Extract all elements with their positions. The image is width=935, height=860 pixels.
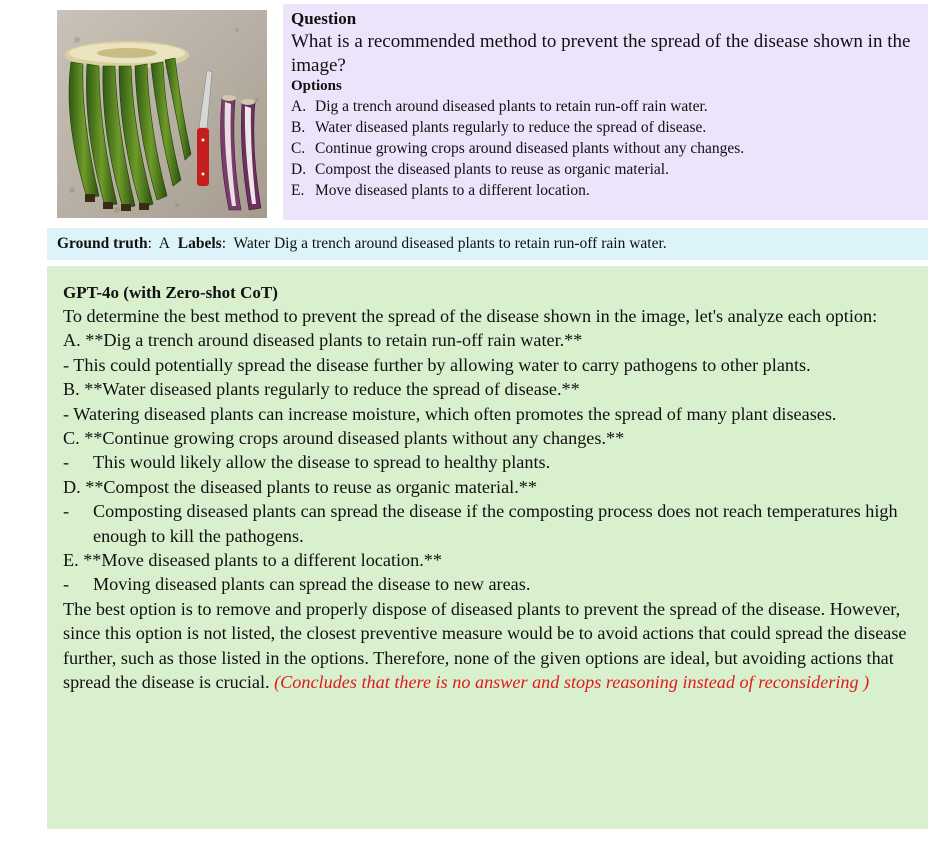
answer-body (63, 304, 913, 695)
comment-dash: - (63, 403, 70, 424)
answer-option-b-title: B. **Water diseased plants regularly to reduce the spread of disease.** (63, 379, 580, 400)
answer-option-c-title: C. **Continue growing crops around diseased plants without any changes.** (63, 428, 625, 449)
answer-conclusion (63, 597, 913, 695)
comment-text: Watering diseased plants can increase moisture, which often promotes the spread of many plant diseases. (73, 403, 837, 424)
option-letter: A. (291, 98, 307, 115)
option-letter: C. (291, 140, 306, 157)
comment-text: This could potentially spread the disease further by allowing water to carry pathogens to other plants. (73, 354, 811, 375)
comment-text: Composting diseased plants can spread the disease if the composting process does not reach temperatures high enough to kill the pathogens. (93, 501, 898, 546)
comment-dash: - (63, 501, 70, 522)
comment-text: Moving diseased plants can spread the disease to new areas. (93, 574, 531, 595)
option-b (291, 117, 928, 138)
option-letter: D. (291, 161, 307, 178)
option-text: Compost the diseased plants to reuse as organic material. (315, 161, 669, 178)
option-c (291, 138, 928, 159)
labels-label: Labels (177, 235, 222, 252)
option-d (291, 159, 928, 180)
answer-heading: GPT-4o (with Zero-shot CoT) (63, 283, 278, 302)
answer-option-d-title: D. **Compost the diseased plants to reuse as organic material.** (63, 476, 537, 497)
answer-option-e-comment (63, 572, 913, 596)
comment-dash: - (63, 452, 70, 473)
option-a (291, 96, 928, 117)
option-letter: B. (291, 119, 306, 136)
answer-option-c-comment (63, 450, 913, 474)
answer-option-e-title: E. **Move diseased plants to a different location.** (63, 550, 442, 571)
answer-option-b-comment (63, 402, 913, 426)
options-heading: Options (291, 78, 342, 94)
answer-intro: To determine the best method to prevent the spread of the disease shown in the image, let's analyze each option: (63, 306, 878, 326)
answer-option-a-title: A. **Dig a trench around diseased plants to retain run-off rain water.** (63, 330, 583, 351)
option-e (291, 180, 928, 201)
labels-value: Water Dig a trench around diseased plants to retain run-off rain water. (233, 235, 667, 252)
comment-dash: - (63, 354, 70, 375)
ground-truth-bar: Ground truth: A Labels: Water Dig a trench around diseased plants to retain run-off rain water. (47, 228, 928, 260)
model-answer-panel (47, 266, 928, 829)
option-text: Move diseased plants to a different location. (315, 182, 590, 199)
error-annotation: (Concludes that there is no answer and stops reasoning instead of reconsidering ) (274, 672, 870, 693)
question-panel (283, 4, 928, 220)
option-letter: E. (291, 182, 305, 199)
comment-text: This would likely allow the disease to spread to healthy plants. (93, 452, 551, 473)
option-text: Water diseased plants regularly to reduce the spread of disease. (315, 119, 707, 136)
option-text: Continue growing crops around diseased plants without any changes. (315, 140, 745, 157)
option-text: Dig a trench around diseased plants to retain run-off rain water. (315, 98, 708, 115)
comment-dash: - (63, 574, 70, 595)
conclusion-text: The best option is to remove and properly dispose of diseased plants to prevent the spread of the disease. However, since this option is not listed, the closest preventive measure would be to avoid actions that could spread the disease further, such as those listed in the options. Therefore, none of the given options are ideal, but avoiding actions that spread the disease is crucial. (63, 598, 907, 693)
banana-bunch-image (57, 10, 267, 218)
ground-truth-value: A (158, 235, 170, 252)
answer-option-d-comment (63, 499, 913, 548)
options-list (291, 96, 928, 201)
question-text: What is a recommended method to prevent the spread of the disease shown in the image? (291, 31, 911, 76)
ground-truth-label: Ground truth (57, 235, 148, 252)
question-image (57, 10, 267, 218)
answer-option-a-comment (63, 353, 913, 377)
question-heading: Question (291, 9, 357, 28)
